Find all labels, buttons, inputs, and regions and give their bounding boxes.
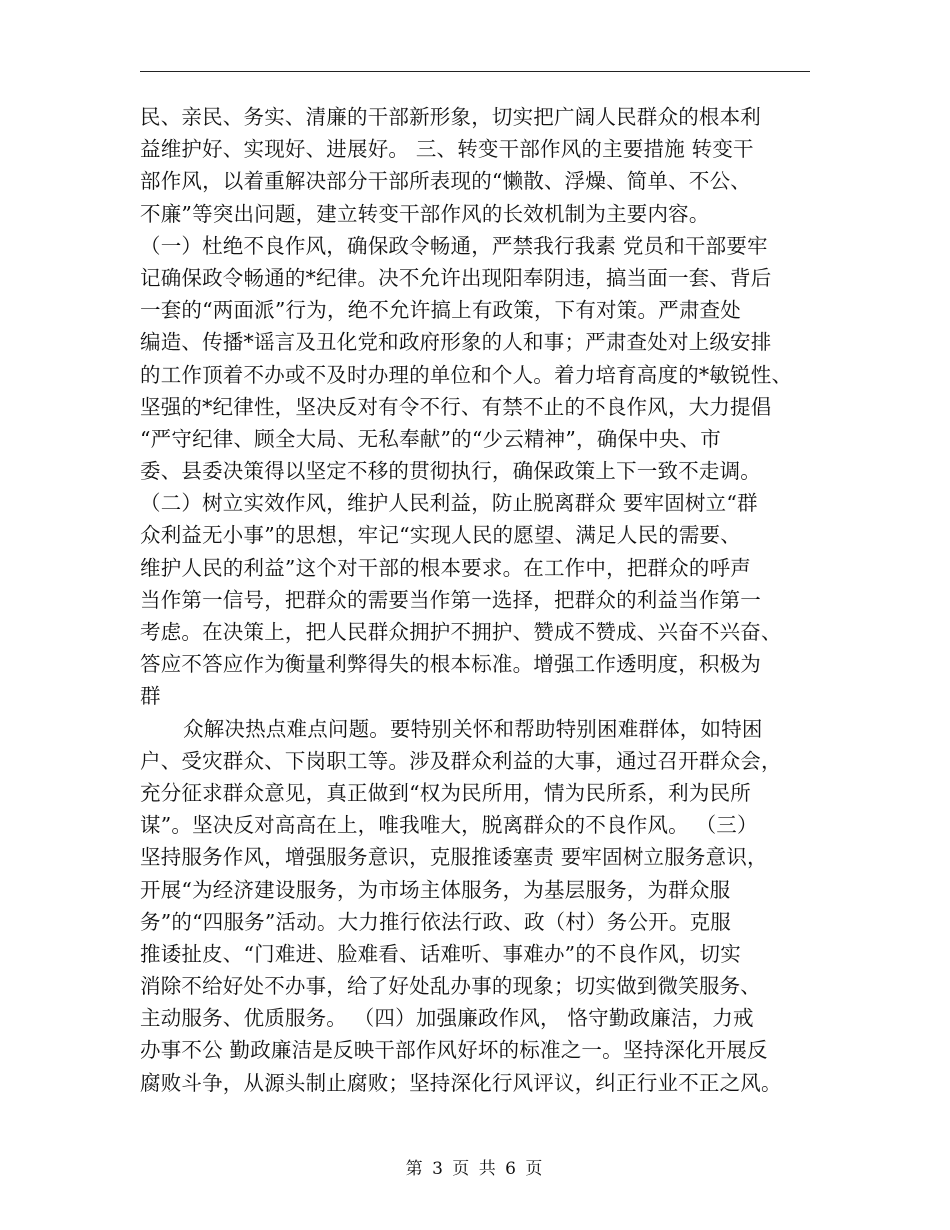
text-line: 推诿扯皮、“门难进、脸难看、话难听、事难办”的不良作风，切实 — [140, 941, 741, 966]
page-number: 第 3 页 共 6 页 — [405, 1159, 545, 1179]
text-line: 务”的“四服务”活动。大力推行依法行政、政（村）务公开。克服 — [140, 909, 731, 934]
text-line: 坚强的*纪律性，坚决反对有令不行、有禁不止的不良作风，大力提倡 — [140, 394, 772, 419]
text-line: 群 — [140, 684, 161, 709]
text-line: 谋”。坚决反对高高在上，唯我唯大，脱离群众的不良作风。 （三） — [140, 813, 758, 838]
text-line: 开展“为经济建设服务，为市场主体服务，为基层服务，为群众服 — [140, 877, 731, 902]
text-line: （二）树立实效作风，维护人民利益，防止脱离群众 要牢固树立“群 — [140, 491, 758, 516]
text-line: 腐败斗争，从源头制止腐败；坚持深化行风评议，纠正行业不正之风。 — [140, 1070, 782, 1095]
text-line: 答应不答应作为衡量利弊得失的根本标准。增强工作透明度，积极为 — [140, 652, 761, 677]
text-line: 编造、传播*谣言及丑化党和政府形象的人和事；严肃查处对上级安排 — [140, 330, 772, 355]
text-line: 消除不给好处不办事，给了好处乱办事的现象；切实做到微笑服务、 — [140, 974, 761, 999]
text-line: 的工作顶着不办或不及时办理的单位和个人。着力培育高度的*敏锐性、 — [140, 362, 793, 387]
text-line: 委、县委决策得以坚定不移的贯彻执行，确保政策上下一致不走调。 — [140, 459, 761, 484]
text-line: 部作风，以着重解决部分干部所表现的“懒散、浮燥、简单、不公、 — [140, 169, 751, 194]
header-rule — [140, 71, 810, 72]
text-line: 民、亲民、务实、清廉的干部新形象，切实把广阔人民群众的根本利 — [140, 105, 761, 129]
text-line: 考虑。在决策上，把人民群众拥护不拥护、赞成不赞成、兴奋不兴奋、 — [140, 620, 782, 644]
text-line: 不廉”等突出问题，建立转变干部作风的长效机制为主要内容。 — [140, 201, 710, 226]
text-line: 坚持服务作风，增强服务意识，克服推诿塞责 要牢固树立服务意识， — [140, 845, 768, 870]
text-line: 办事不公 勤政廉洁是反映干部作风好坏的标准之一。坚持深化开展反 — [140, 1038, 768, 1063]
text-line: 充分征求群众意见，真正做到“权为民所用，情为民所系，利为民所 — [140, 780, 751, 805]
body-text — [140, 101, 820, 1099]
text-line: 维护人民的利益”这个对干部的根本要求。在工作中，把群众的呼声 — [140, 555, 751, 580]
text-line: （一）杜绝不良作风，确保政令畅通，严禁我行我素 党员和干部要牢 — [140, 233, 768, 258]
text-line: “严守纪律、顾全大局、无私奉献”的“少云精神”，确保中央、市 — [140, 426, 721, 451]
text-line: 主动服务、优质服务。 （四）加强廉政作风， 恪守勤政廉洁，力戒 — [140, 1006, 754, 1031]
text-line: 一套的“两面派”行为，绝不允许搞上有政策，下有对策。严肃查处 — [140, 298, 741, 323]
text-line: 当作第一信号，把群众的需要当作第一选择，把群众的利益当作第一 — [140, 587, 761, 612]
text-line: 记确保政令畅通的*纪律。决不允许出现阳奉阴违，搞当面一套、背后 — [140, 265, 772, 290]
text-line: 益维护好、实现好、进展好。 三、转变干部作风的主要措施 转变干 — [140, 137, 754, 162]
text-line: 户、受灾群众、下岗职工等。涉及群众利益的大事，通过召开群众会， — [140, 748, 782, 773]
text-line: 众利益无小事”的思想，牢记“实现人民的愿望、满足人民的需要、 — [140, 523, 741, 548]
text-line: 众解决热点难点问题。要特别关怀和帮助特别困难群体，如特困 — [183, 716, 763, 741]
